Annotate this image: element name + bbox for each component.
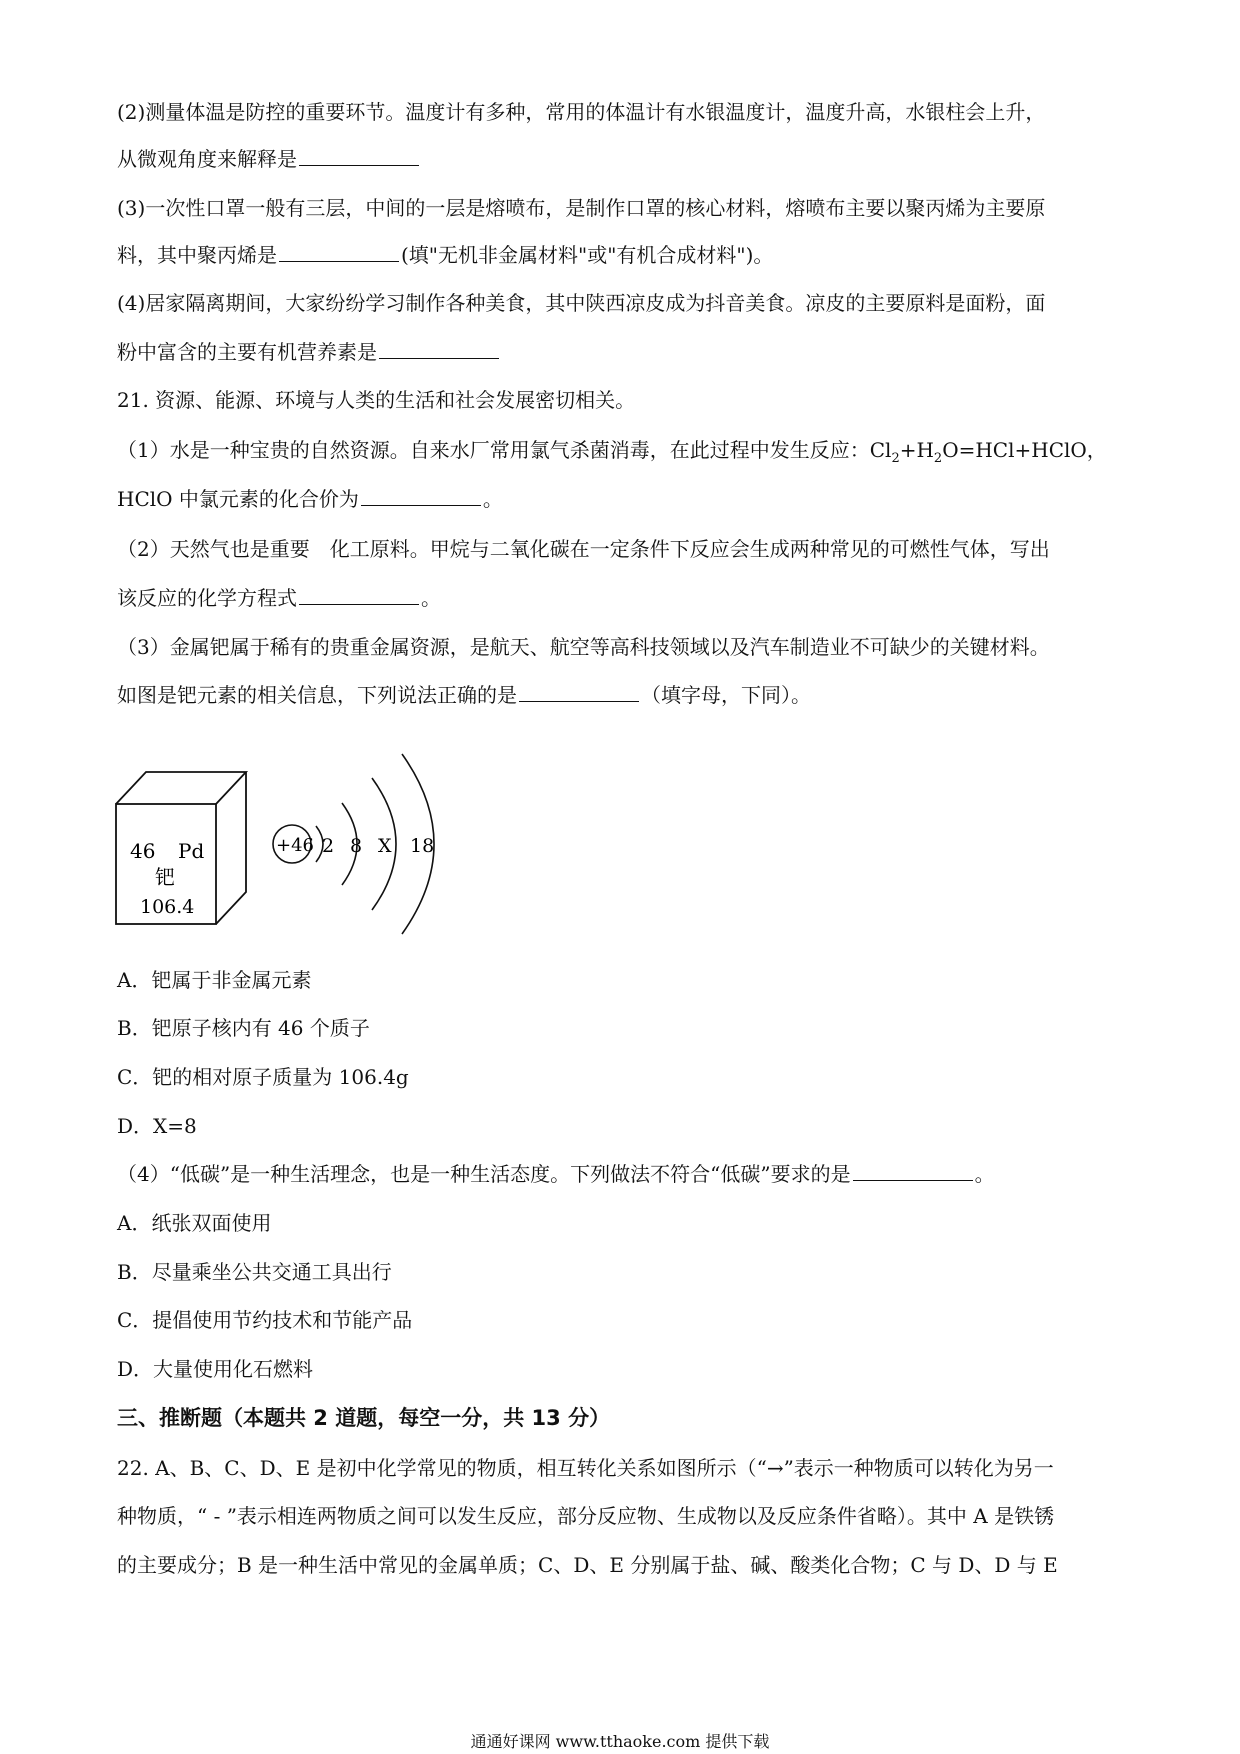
q21-part4-option-d[interactable]: D．大量使用化石燃料 <box>117 1357 314 1381</box>
q21-part4-text-post: 。 <box>974 1162 995 1186</box>
q21-part2-line1: （2）天然气也是重要 化工原料。甲烷与二氧化碳在一定条件下反应会生成两种常见的可燃性气体，写出 <box>117 537 1050 561</box>
q21-option-d[interactable]: D．X=8 <box>117 1114 197 1138</box>
section-heading: 三、推断题（本题共 2 道题，每空一分，共 13 分） <box>117 1406 611 1430</box>
shell-count-1: 2 <box>322 835 335 857</box>
q21-part3-line2 <box>117 681 811 709</box>
q21-part2-text-post: 。 <box>421 586 441 610</box>
q21-stem: 21. 资源、能源、环境与人类的生活和社会发展密切相关。 <box>117 388 636 412</box>
q20-part2-line2 <box>117 145 421 173</box>
page-footer: 通通好课网 www.tthaoke.com 提供下载 <box>470 1732 770 1751</box>
q21-part3-text-pre: 如图是钯元素的相关信息，下列说法正确的是 <box>117 683 517 707</box>
q21-part2-text-pre: 该反应的化学方程式 <box>117 586 297 610</box>
q20-part4-text: 粉中富含的主要有机营养素是 <box>117 340 377 364</box>
answer-blank[interactable] <box>299 147 419 166</box>
q21-part2-line2 <box>117 584 441 612</box>
q20-part3-line1: (3)一次性口罩一般有三层，中间的一层是熔喷布，是制作口罩的核心材料，熔喷布主要以聚丙烯为主要原 <box>117 196 1046 220</box>
q20-part4-line1: (4)居家隔离期间，大家纷纷学习制作各种美食，其中陕西凉皮成为抖音美食。凉皮的主要原料是面粉，面 <box>117 291 1046 315</box>
element-name: 钯 <box>155 865 175 889</box>
q21-option-b[interactable]: B．钯原子核内有 46 个质子 <box>117 1016 370 1040</box>
q22-line1: 22. A、B、C、D、E 是初中化学常见的物质，相互转化关系如图所示（“→”表示一种物质可以转化为另一 <box>117 1456 1054 1480</box>
q21-part4-option-c[interactable]: C．提倡使用节约技术和节能产品 <box>117 1308 413 1332</box>
shell-count-4: 18 <box>410 835 435 857</box>
q21-option-c[interactable]: C．钯的相对原子质量为 106.4g <box>117 1065 409 1089</box>
answer-blank[interactable] <box>853 1162 973 1181</box>
palladium-figure <box>110 748 450 948</box>
shell-count-2: 8 <box>350 835 363 857</box>
answer-blank[interactable] <box>299 586 419 605</box>
q20-part4-line2 <box>117 338 501 366</box>
answer-blank[interactable] <box>379 340 499 359</box>
q21-part1-text-c: O=HCl+HClO， <box>942 438 1107 462</box>
q21-part4-text-pre: （4）“低碳”是一种生活理念，也是一种生活态度。下列做法不符合“低碳”要求的是 <box>117 1162 851 1186</box>
q21-option-a[interactable]: A．钯属于非金属元素 <box>117 968 312 992</box>
subscript: 2 <box>891 451 900 466</box>
q20-part3-text-pre: 料，其中聚丙烯是 <box>117 243 277 267</box>
q20-part2-line1: (2)测量体温是防控的重要环节。温度计有多种，常用的体温计有水银温度计，温度升高，水银柱会上升， <box>117 100 1046 124</box>
q21-part4-line <box>117 1160 995 1188</box>
q22-line3: 的主要成分；B 是一种生活中常见的金属单质；C、D、E 分别属于盐、碱、酸类化合物；C 与 D、D 与 E <box>117 1553 1058 1577</box>
q21-part1-text-a: （1）水是一种宝贵的自然资源。自来水厂常用氯气杀菌消毒，在此过程中发生反应：Cl <box>117 438 892 462</box>
q21-part1-text-b: +H <box>899 438 934 462</box>
q21-part1-text-e: 。 <box>482 487 503 511</box>
q21-part3-text-post: （填字母，下同）。 <box>641 683 811 707</box>
q20-part2-text: 从微观角度来解释是 <box>117 147 297 171</box>
q21-part1-line2 <box>117 485 503 513</box>
q21-part1-text-d: HClO 中氯元素的化合价为 <box>117 487 359 511</box>
q21-part3-line1: （3）金属钯属于稀有的贵重金属资源，是航天、航空等高科技领域以及汽车制造业不可缺少的关键材料。 <box>117 635 1050 659</box>
atomic-number: 46 <box>130 839 156 863</box>
shell-count-3: X <box>378 835 392 857</box>
subscript: 2 <box>933 451 943 466</box>
q22-line2: 种物质，“ - ”表示相连两物质之间可以发生反应，部分反应物、生成物以及反应条件省略）。其中 A 是铁锈 <box>117 1504 1055 1528</box>
answer-blank[interactable] <box>361 487 481 506</box>
q20-part3-text-post: (填"无机非金属材料"或"有机合成材料")。 <box>401 243 774 267</box>
answer-blank[interactable] <box>519 683 639 702</box>
nucleus-charge: +46 <box>276 835 314 856</box>
q21-part4-option-b[interactable]: B．尽量乘坐公共交通工具出行 <box>117 1260 392 1284</box>
q21-part4-option-a[interactable]: A．纸张双面使用 <box>117 1211 272 1235</box>
answer-blank[interactable] <box>279 243 399 262</box>
q21-part1-line1 <box>117 436 1107 473</box>
atomic-mass: 106.4 <box>140 896 195 918</box>
element-symbol: Pd <box>178 839 205 863</box>
q20-part3-line2 <box>117 241 773 269</box>
